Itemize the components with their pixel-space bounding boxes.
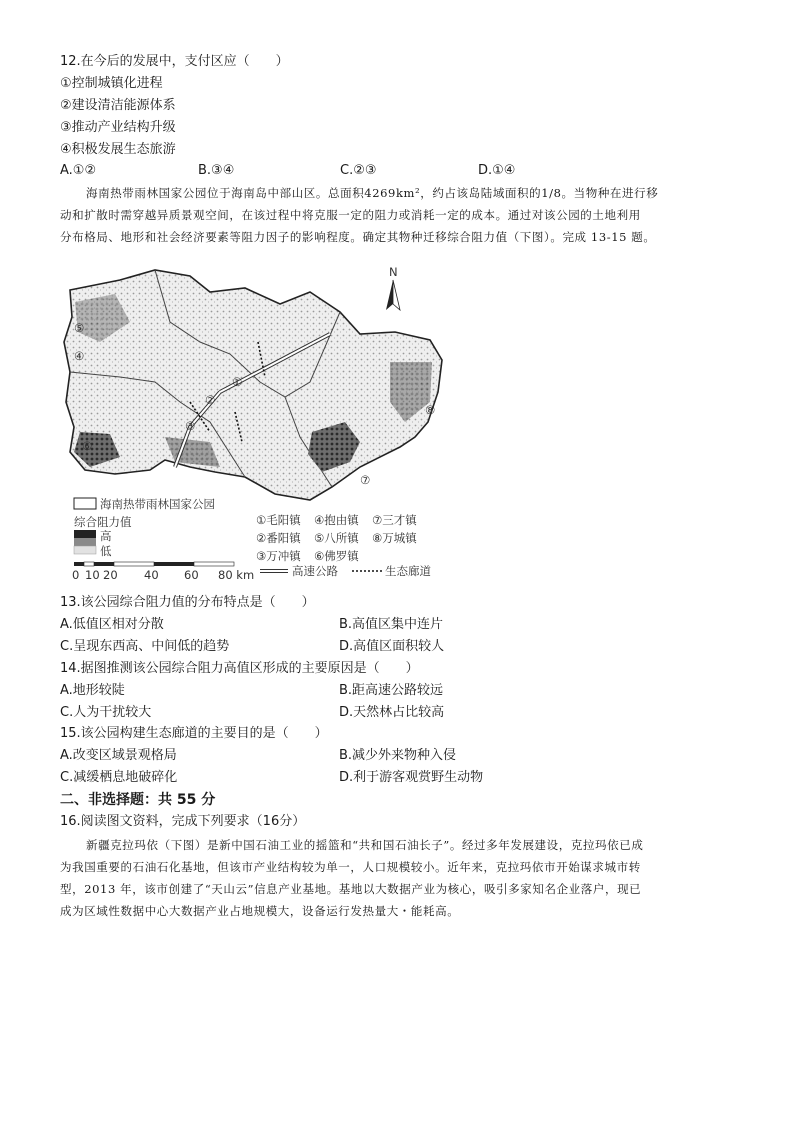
passage1-line-3: 分布格局、地形和社会经济要素等阻力因子的影响程度。确定其物种迁移综合阻力值（下图）。完成 13-15 题。 <box>60 230 656 244</box>
q14-option-d[interactable]: D.天然林占比较高 <box>339 705 445 720</box>
legend-high-label: 高 <box>100 529 112 543</box>
q12-option-a[interactable]: A.①② <box>60 163 97 178</box>
q16-passage-line-4: 成为区域性数据中心大数据产业占地规模大，设备运行发热量大・能耗高。 <box>60 904 460 918</box>
q12-option-d[interactable]: D.①④ <box>478 163 516 178</box>
q15-option-d[interactable]: D.利于游客观赏野生动物 <box>339 770 484 785</box>
q15-option-a[interactable]: A.改变区域景观格局 <box>60 748 177 763</box>
map-label-7: ⑦ <box>360 473 371 487</box>
q13-option-b[interactable]: B.高值区集中连片 <box>339 617 444 632</box>
q13-option-a[interactable]: A.低值区相对分散 <box>60 617 164 632</box>
q12-stem: 12.在今后的发展中，支付区应（ ） <box>60 54 289 69</box>
svg-text:40: 40 <box>144 568 159 582</box>
resistance-map <box>60 262 450 582</box>
passage1-line-1: 海南热带雨林国家公园位于海南岛中部山区。总面积4269km²，约占该岛陆域面积的1/8。当物种在进行移 <box>86 186 659 200</box>
section-heading: 二、非选择题：共 55 分 <box>60 792 216 808</box>
legend-town-8: ⑧万城镇 <box>372 531 417 545</box>
map-label-3: ③ <box>185 419 196 433</box>
legend-resistance-title: 综合阻力值 <box>74 515 132 529</box>
q12-item-3: ③推动产业结构升级 <box>60 120 176 135</box>
q12-item-1: ①控制城镇化进程 <box>60 76 163 91</box>
map-label-1: ① <box>232 375 243 389</box>
legend-highway-label: 高速公路 <box>292 564 338 578</box>
svg-text:20: 20 <box>103 568 118 582</box>
q14-option-a[interactable]: A.地形较陡 <box>60 683 125 698</box>
legend-town-1: ①毛阳镇 <box>256 513 301 527</box>
legend-low-swatch <box>74 546 96 554</box>
map-label-6: ⑥ <box>82 439 93 453</box>
q12-item-4: ④积极发展生态旅游 <box>60 142 176 157</box>
resistance-map-figure <box>60 262 450 582</box>
legend-town-6: ⑥佛罗镇 <box>314 549 359 563</box>
q14-option-c[interactable]: C.人为干扰较大 <box>60 705 152 720</box>
q12-item-2: ②建设清洁能源体系 <box>60 98 176 113</box>
map-label-5: ⑤ <box>74 321 85 335</box>
legend-park-label: 海南热带雨林国家公园 <box>100 497 215 511</box>
q13-stem: 13.该公园综合阻力值的分布特点是（ ） <box>60 595 315 610</box>
q14-stem: 14.据图推测该公园综合阻力高值区形成的主要原因是（ ） <box>60 661 419 676</box>
q16-stem: 16.阅读图文资料，完成下列要求（16分） <box>60 814 306 829</box>
svg-text:60: 60 <box>184 568 199 582</box>
map-label-2: ② <box>205 393 216 407</box>
passage1-line-2: 动和扩散时需穿越异质景观空间，在该过程中将克服一定的阻力或消耗一定的成本。通过对该公园的土地利用 <box>60 208 641 222</box>
q14-option-b[interactable]: B.距高速公路较远 <box>339 683 444 698</box>
legend-park-swatch <box>74 498 96 509</box>
legend-town-3: ③万冲镇 <box>256 549 301 563</box>
q16-passage-line-3: 型，2013 年，该市创建了“天山云”信息产业基地。基地以大数据产业为核心，吸引多家知名企业落户，现已 <box>60 882 642 896</box>
svg-text:80 km: 80 km <box>218 568 255 582</box>
legend-high-swatch <box>74 530 96 538</box>
svg-text:0: 0 <box>72 568 80 582</box>
legend-town-4: ④抱由镇 <box>314 513 359 527</box>
map-label-8: ⑧ <box>425 403 436 417</box>
legend-town-2: ②番阳镇 <box>256 531 301 545</box>
q15-stem: 15.该公园构建生态廊道的主要目的是（ ） <box>60 726 328 741</box>
q15-option-b[interactable]: B.减少外来物种入侵 <box>339 748 457 763</box>
q16-passage-line-2: 为我国重要的石油石化基地，但该市产业结构较为单一，人口规模较小。近年来，克拉玛依市开始谋求城市转 <box>60 860 641 874</box>
q12-option-b[interactable]: B.③④ <box>198 163 235 178</box>
svg-text:10: 10 <box>85 568 100 582</box>
map-label-4: ④ <box>74 349 85 363</box>
north-arrow-icon <box>386 265 400 310</box>
scale-bar <box>72 562 254 582</box>
q15-option-c[interactable]: C.减缓栖息地破碎化 <box>60 770 178 785</box>
park-outline <box>64 270 442 500</box>
legend-corridor-label: 生态廊道 <box>385 564 431 578</box>
q13-option-d[interactable]: D.高值区面积较人 <box>339 639 445 654</box>
legend-low-label: 低 <box>100 544 112 558</box>
q16-passage-line-1: 新疆克拉玛依（下图）是新中国石油工业的摇篮和“共和国石油长子”。经过多年发展建设，克拉玛依已成 <box>86 838 644 852</box>
q12-option-c[interactable]: C.②③ <box>340 163 377 178</box>
q13-option-c[interactable]: C.呈现东西高、中间低的趋势 <box>60 639 230 654</box>
svg-text:N: N <box>389 265 398 279</box>
legend-mid-swatch <box>74 538 96 546</box>
legend-town-7: ⑦三才镇 <box>372 513 417 527</box>
legend-town-5: ⑤八所镇 <box>314 531 359 545</box>
